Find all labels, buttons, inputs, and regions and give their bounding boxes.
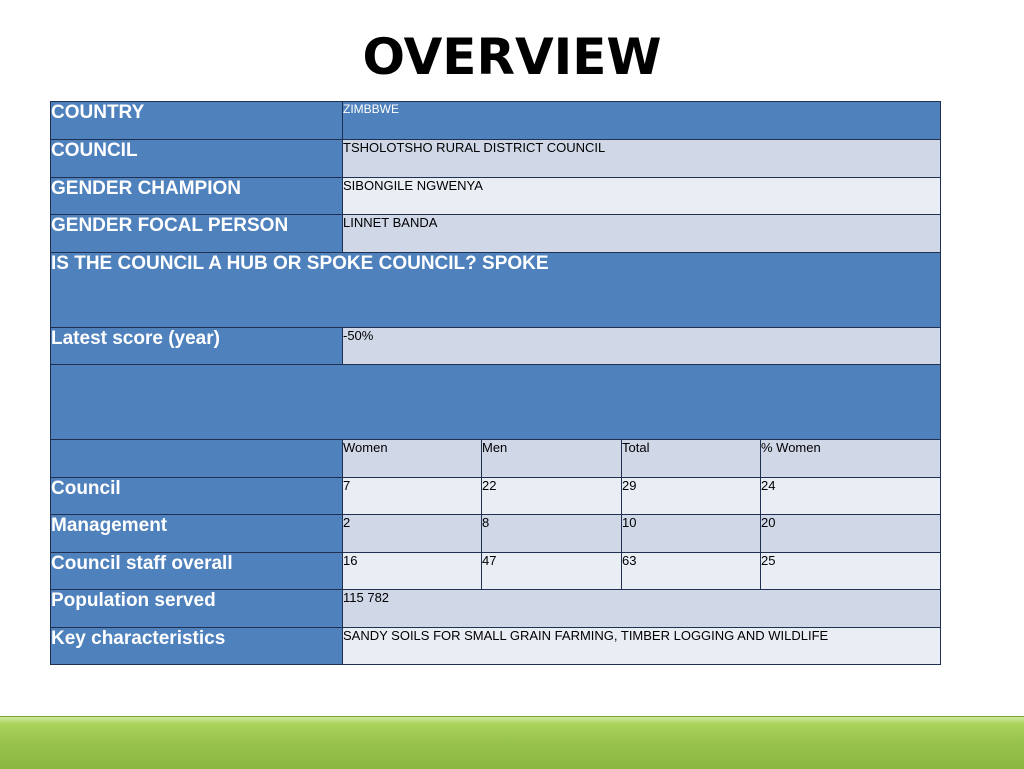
country-label: COUNTRY xyxy=(51,102,343,140)
stats-row-council xyxy=(51,478,941,515)
stats-header-blank xyxy=(51,440,343,478)
overview-table xyxy=(50,101,941,665)
stats-row-label: Management xyxy=(51,515,343,553)
cell-total: 63 xyxy=(622,553,761,590)
row-country xyxy=(51,102,941,140)
row-gender-champion xyxy=(51,178,941,215)
cell-percent-women: 20 xyxy=(761,515,941,553)
cell-total: 29 xyxy=(622,478,761,515)
cell-women: 7 xyxy=(343,478,482,515)
row-gender-focal-person xyxy=(51,215,941,253)
header-total: Total xyxy=(622,440,761,478)
row-key-characteristics xyxy=(51,628,941,665)
header-percent-women: % Women xyxy=(761,440,941,478)
row-spacer xyxy=(51,365,941,440)
page-title: OVERVIEW xyxy=(362,28,662,86)
stats-row-label: Council xyxy=(51,478,343,515)
latest-score-label: Latest score (year) xyxy=(51,328,343,365)
row-population-served xyxy=(51,590,941,628)
stats-row-management xyxy=(51,515,941,553)
cell-men: 8 xyxy=(482,515,622,553)
gender-champion-value: SIBONGILE NGWENYA xyxy=(343,178,941,215)
council-value: TSHOLOTSHO RURAL DISTRICT COUNCIL xyxy=(343,140,941,178)
cell-total: 10 xyxy=(622,515,761,553)
row-latest-score xyxy=(51,328,941,365)
stats-row-label: Council staff overall xyxy=(51,553,343,590)
header-women: Women xyxy=(343,440,482,478)
cell-men: 22 xyxy=(482,478,622,515)
row-hub-question xyxy=(51,253,941,328)
latest-score-value: -50% xyxy=(343,328,941,365)
council-label: COUNCIL xyxy=(51,140,343,178)
population-served-label: Population served xyxy=(51,590,343,628)
row-council xyxy=(51,140,941,178)
footer-bar xyxy=(0,716,1024,769)
gender-focal-person-value: LINNET BANDA xyxy=(343,215,941,253)
hub-question-text: IS THE COUNCIL A HUB OR SPOKE COUNCIL? SPOKE xyxy=(51,253,941,328)
key-characteristics-label: Key characteristics xyxy=(51,628,343,665)
cell-men: 47 xyxy=(482,553,622,590)
country-value: ZIMBBWE xyxy=(343,102,941,140)
gender-champion-label: GENDER CHAMPION xyxy=(51,178,343,215)
stats-row-staff-overall xyxy=(51,553,941,590)
population-served-value: 115 782 xyxy=(343,590,941,628)
spacer-cell xyxy=(51,365,941,440)
cell-women: 16 xyxy=(343,553,482,590)
cell-women: 2 xyxy=(343,515,482,553)
key-characteristics-value: SANDY SOILS FOR SMALL GRAIN FARMING, TIMBER LOGGING AND WILDLIFE xyxy=(343,628,941,665)
gender-focal-person-label: GENDER FOCAL PERSON xyxy=(51,215,343,253)
header-men: Men xyxy=(482,440,622,478)
cell-percent-women: 25 xyxy=(761,553,941,590)
stats-header-row xyxy=(51,440,941,478)
cell-percent-women: 24 xyxy=(761,478,941,515)
